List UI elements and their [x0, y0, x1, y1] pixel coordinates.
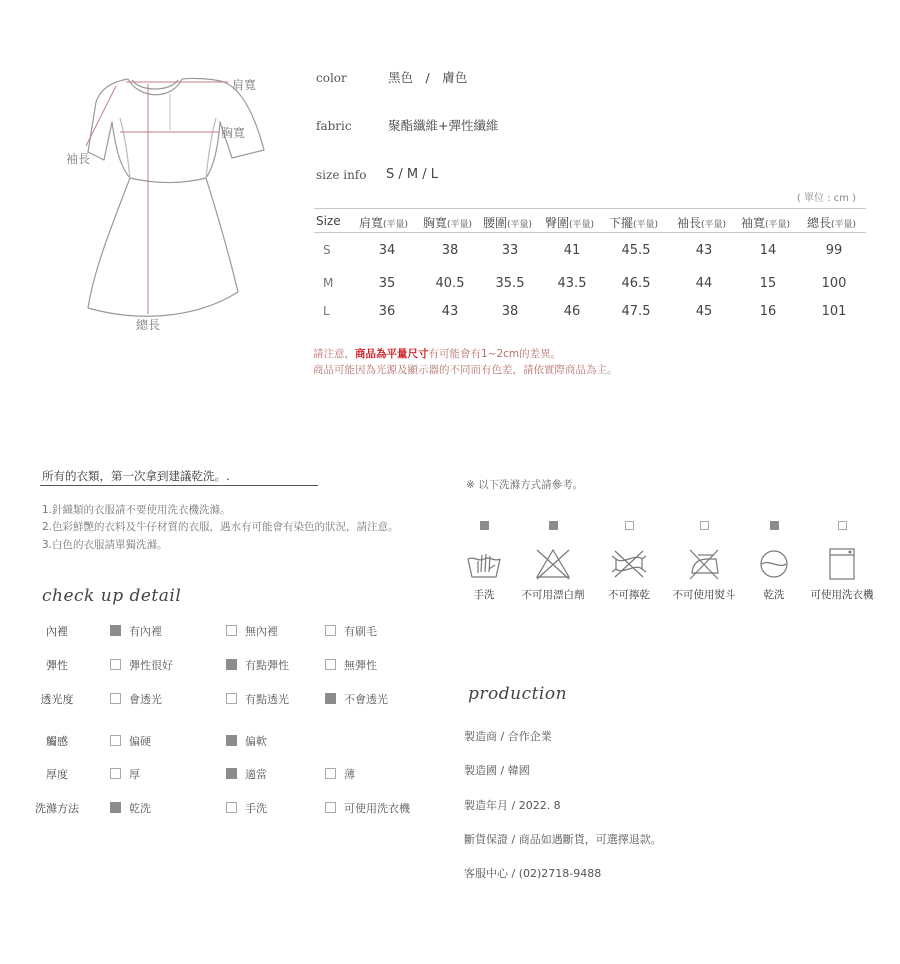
- detail-option-label: 乾洗: [129, 802, 151, 815]
- table-cell: 36: [378, 304, 396, 319]
- header-unit: (平量): [633, 220, 659, 230]
- detail-row-label: 內裡: [46, 625, 68, 638]
- detail-row-label: 透光度: [40, 693, 74, 706]
- table-cell: 43: [695, 243, 713, 258]
- table-row: [314, 295, 866, 326]
- advice-title: 所有的衣類，第一次拿到建議乾洗。.: [42, 469, 230, 483]
- unchecked-box-icon: [325, 768, 336, 779]
- detail-option-label: 適當: [245, 768, 267, 781]
- wash-label: 不可使用熨斗: [672, 589, 736, 601]
- size-info-value: S / M / L: [386, 167, 438, 182]
- unit-note: ( 單位 : cm ): [796, 193, 856, 204]
- detail-option: [110, 766, 140, 782]
- table-cell: 47.5: [621, 304, 651, 319]
- size-table-header-cell: [741, 214, 790, 231]
- header-unit: (平量): [831, 220, 857, 230]
- table-cell: 46.5: [621, 276, 651, 291]
- detail-option: [325, 691, 388, 707]
- advice-item: 1.針織類的衣服請不要使用洗衣機洗滌。: [42, 504, 231, 516]
- detail-option-label: 會透光: [129, 693, 162, 706]
- checked-box-icon: [226, 768, 237, 779]
- advice-item: 3.白色的衣服請單獨洗滌。: [42, 539, 168, 551]
- fabric-value: 聚酯纖維+彈性纖維: [388, 118, 499, 133]
- detail-row-label: 彈性: [46, 659, 68, 672]
- table-cell: 35.5: [495, 276, 525, 291]
- row-size: L: [323, 304, 330, 318]
- size-table-header-cell: [316, 214, 341, 228]
- detail-option-label: 無內裡: [245, 625, 278, 638]
- detail-option: [226, 623, 278, 639]
- wash-option: [802, 514, 882, 602]
- table-cell: 45: [695, 304, 713, 319]
- size-table-header-cell: [545, 214, 594, 231]
- unchecked-box-icon: [325, 625, 336, 636]
- checked-box-icon: [110, 802, 121, 813]
- size-info-label: size info: [316, 168, 367, 182]
- detail-option-label: 偏硬: [129, 735, 151, 748]
- row-size: M: [323, 276, 334, 290]
- unchecked-box-icon: [110, 693, 121, 704]
- detail-option-label: 薄: [344, 768, 355, 781]
- table-cell: 100: [821, 276, 847, 291]
- checked-box-icon: [226, 659, 237, 670]
- size-table-header: [314, 208, 866, 233]
- header-label: 總長: [807, 216, 832, 230]
- detail-option: [325, 766, 355, 782]
- header-label: 胸寬: [423, 216, 448, 230]
- unchecked-box-icon: [325, 659, 336, 670]
- size-table-header-cell: [609, 214, 658, 231]
- detail-option: [110, 623, 162, 639]
- stock-guarantee-info: 斷貨保證 / 商品如遇斷貨，可選擇退款。: [464, 833, 662, 846]
- washing-machine-icon: [802, 547, 882, 581]
- detail-option: [110, 733, 151, 749]
- detail-option: [226, 766, 267, 782]
- size-note-prefix: 請注意，: [313, 348, 355, 360]
- size-table-header-cell: [677, 214, 726, 231]
- unchecked-box-icon: [110, 735, 121, 746]
- wash-option: [444, 514, 524, 602]
- detail-option: [110, 800, 151, 816]
- table-cell: 38: [441, 243, 459, 258]
- wash-option: [664, 514, 744, 602]
- size-table-header-cell: [483, 214, 532, 231]
- detail-option: [325, 623, 377, 639]
- detail-row-label: 洗滌方法: [35, 802, 79, 815]
- table-row: [314, 267, 866, 298]
- wash-option: [589, 514, 669, 602]
- color-label: color: [316, 71, 347, 85]
- header-label: 肩寬: [359, 216, 384, 230]
- header-label: 腰圍: [483, 216, 508, 230]
- unchecked-box-icon: [700, 521, 709, 530]
- table-cell: 44: [695, 276, 713, 291]
- header-label: Size: [316, 214, 341, 228]
- header-unit: (平量): [569, 220, 595, 230]
- table-cell: 43: [441, 304, 459, 319]
- color-value: 黑色 / 膚色: [388, 70, 468, 85]
- detail-option-label: 厚: [129, 768, 140, 781]
- detail-row-label: 觸感: [46, 735, 68, 748]
- total-length-label: 總長: [136, 318, 161, 332]
- table-cell: 41: [563, 243, 581, 258]
- size-table-header-cell: [359, 214, 408, 231]
- size-note: [313, 346, 561, 361]
- table-cell: 40.5: [435, 276, 465, 291]
- advice-divider: [40, 485, 318, 486]
- unchecked-box-icon: [226, 625, 237, 636]
- header-unit: (平量): [701, 220, 727, 230]
- table-cell: 99: [825, 243, 843, 258]
- country-info: 製造國 / 韓國: [464, 764, 530, 777]
- color-difference-note: 商品可能因為光源及顯示器的不同而有色差，請依實際商品為主。: [313, 364, 618, 376]
- manufacturer-info: 製造商 / 合作企業: [464, 730, 552, 743]
- checked-box-icon: [480, 521, 489, 530]
- header-unit: (平量): [507, 220, 533, 230]
- checked-box-icon: [325, 693, 336, 704]
- unchecked-box-icon: [325, 802, 336, 813]
- header-unit: (平量): [765, 220, 791, 230]
- detail-option: [226, 691, 289, 707]
- size-note-emphasis: 商品為平量尺寸: [355, 348, 429, 360]
- detail-option-label: 有點透光: [245, 693, 289, 706]
- detail-option: [110, 657, 173, 673]
- header-label: 袖寬: [741, 216, 766, 230]
- checked-box-icon: [549, 521, 558, 530]
- no-bleach-icon: [513, 547, 593, 581]
- detail-option-label: 彈性很好: [129, 659, 173, 672]
- unchecked-box-icon: [625, 521, 634, 530]
- no-iron-icon: [664, 547, 744, 581]
- table-cell: 34: [378, 243, 396, 258]
- unchecked-box-icon: [226, 802, 237, 813]
- checked-box-icon: [770, 521, 779, 530]
- wash-option: [513, 514, 593, 602]
- table-cell: 43.5: [557, 276, 587, 291]
- unchecked-box-icon: [226, 693, 237, 704]
- table-row: [314, 234, 866, 265]
- wash-label: 不可用漂白劑: [521, 589, 585, 601]
- checked-box-icon: [226, 735, 237, 746]
- manufacture-date-info: 製造年月 / 2022. 8: [464, 799, 561, 812]
- advice-item: 2.色彩鮮艷的衣料及牛仔材質的衣服，遇水有可能會有染色的狀況，請注意。: [42, 521, 399, 533]
- unchecked-box-icon: [838, 521, 847, 530]
- wash-label: 乾洗: [763, 589, 785, 601]
- detail-option-label: 偏軟: [245, 735, 267, 748]
- detail-option: [325, 800, 410, 816]
- production-title: production: [468, 684, 568, 704]
- wash-note: ※ 以下洗滌方式請參考。: [466, 479, 584, 491]
- checked-box-icon: [110, 625, 121, 636]
- shoulder-width-label: 肩寬: [232, 78, 257, 92]
- wash-label: 手洗: [473, 589, 495, 601]
- header-unit: (平量): [383, 220, 409, 230]
- dress-outline-icon: [60, 70, 280, 340]
- wash-label: 可使用洗衣機: [810, 589, 874, 601]
- header-label: 臀圍: [545, 216, 570, 230]
- fabric-label: fabric: [316, 119, 352, 133]
- unchecked-box-icon: [110, 768, 121, 779]
- detail-option: [325, 657, 377, 673]
- size-table-header-cell: [423, 214, 472, 231]
- table-cell: 101: [821, 304, 847, 319]
- detail-option-label: 有點彈性: [245, 659, 289, 672]
- sleeve-length-label: 袖長: [66, 152, 91, 166]
- table-cell: 14: [759, 243, 777, 258]
- detail-option-label: 有刷毛: [344, 625, 377, 638]
- size-table: [314, 208, 866, 319]
- table-cell: 35: [378, 276, 396, 291]
- table-cell: 38: [501, 304, 519, 319]
- detail-option: [226, 657, 289, 673]
- header-label: 下擺: [609, 216, 634, 230]
- dress-diagram: [60, 70, 280, 340]
- check-up-detail-title: check up detail: [42, 586, 182, 606]
- table-cell: 46: [563, 304, 581, 319]
- detail-option: [226, 733, 267, 749]
- detail-option-label: 有內裡: [129, 625, 162, 638]
- table-cell: 16: [759, 304, 777, 319]
- chest-width-label: 胸寬: [221, 126, 246, 140]
- row-size: S: [323, 243, 331, 257]
- header-label: 袖長: [677, 216, 702, 230]
- table-cell: 33: [501, 243, 519, 258]
- header-unit: (平量): [447, 220, 473, 230]
- detail-option: [226, 800, 267, 816]
- table-cell: 45.5: [621, 243, 651, 258]
- size-table-header-cell: [807, 214, 856, 231]
- detail-row-label: 厚度: [46, 768, 68, 781]
- customer-service-info: 客服中心 / (02)2718-9488: [464, 867, 602, 880]
- detail-option-label: 無彈性: [344, 659, 377, 672]
- detail-option-label: 可使用洗衣機: [344, 802, 410, 815]
- hand-wash-icon: [444, 547, 524, 581]
- detail-option: [110, 691, 162, 707]
- wash-label: 不可擰乾: [608, 589, 650, 601]
- detail-option-label: 手洗: [245, 802, 267, 815]
- unchecked-box-icon: [110, 659, 121, 670]
- table-cell: 15: [759, 276, 777, 291]
- detail-option-label: 不會透光: [344, 693, 388, 706]
- no-wring-icon: [589, 547, 669, 581]
- size-note-suffix: 有可能會有1~2cm的差異。: [428, 348, 562, 360]
